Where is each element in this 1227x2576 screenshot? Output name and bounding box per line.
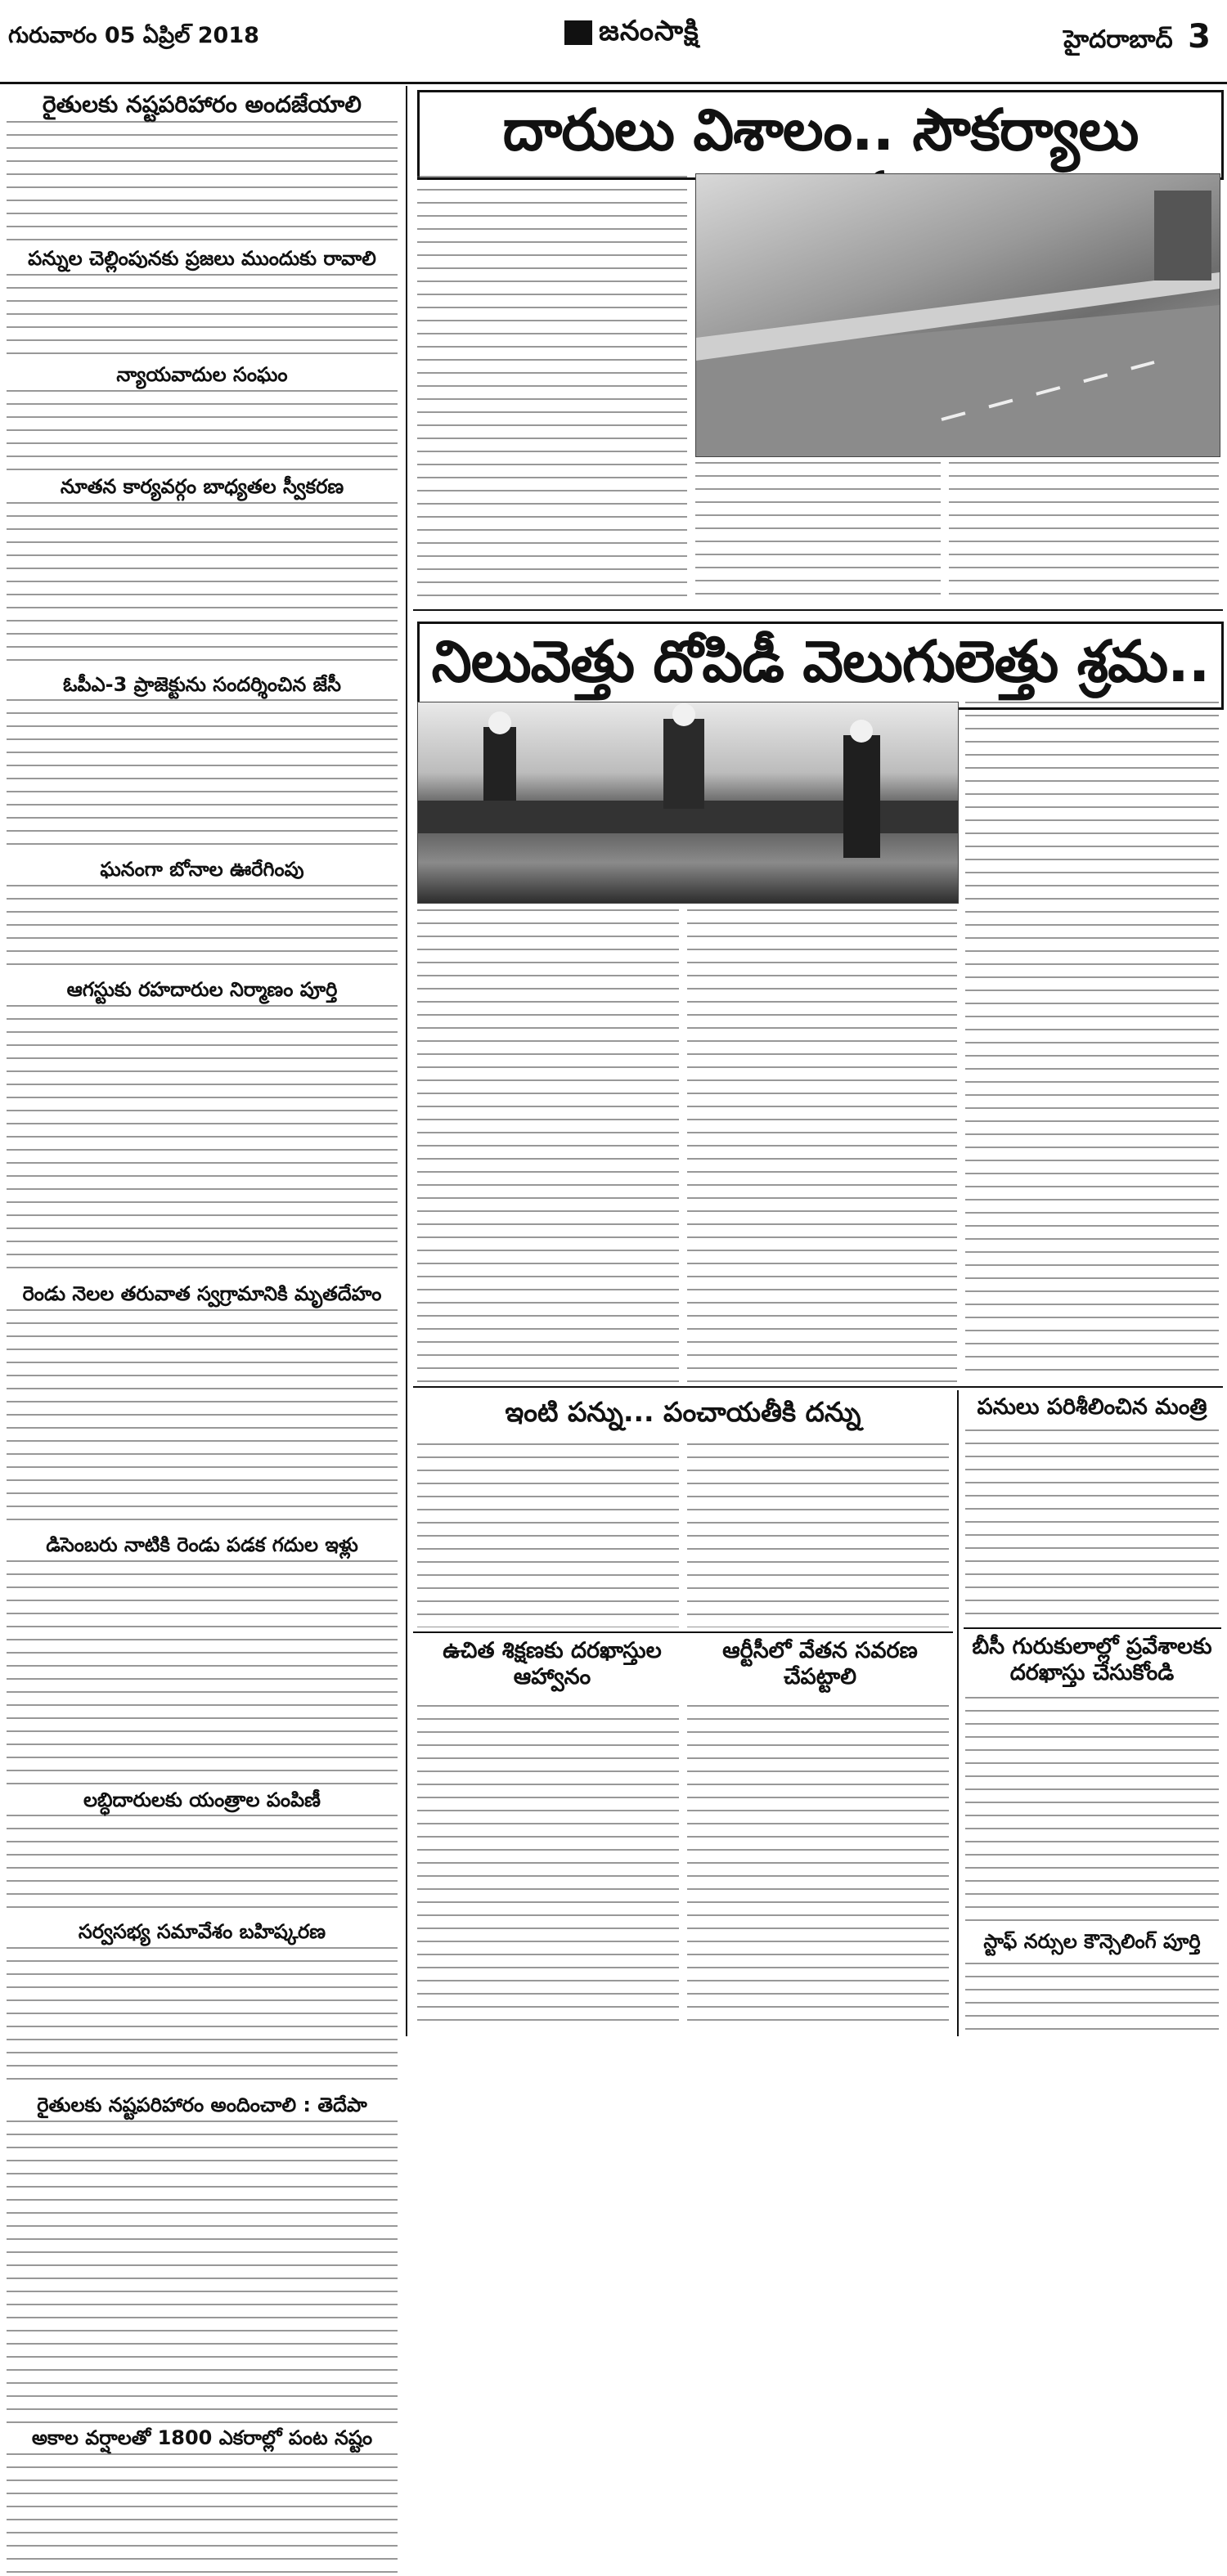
education-story-text (417, 1705, 679, 2032)
education-headline-line2: ఆహ్వానం (513, 1664, 591, 1690)
left-article-headline: ఓపీఎ-3 ప్రాజెక్టును సందర్శించిన జేసీ (62, 672, 342, 696)
rtc-headline-line1: ఆర్టీసీలో వేతన సవరణ (722, 1638, 918, 1663)
left-article-text (7, 502, 398, 670)
minister-headline: పనులు పరిశీలించిన మంత్రి (977, 1394, 1207, 1420)
page-number: 3 (1188, 18, 1211, 56)
tax-story-text-1 (417, 1443, 679, 1627)
left-news-column (7, 88, 398, 2449)
left-article-text (7, 2453, 398, 2576)
top-story-text-3 (949, 462, 1219, 601)
newspaper-logo (564, 15, 699, 54)
workers-photo (417, 702, 959, 904)
left-article-text (7, 1309, 398, 1530)
left-article-headline: నూతన కార్యవర్గం బాధ్యతల స్వీకరణ (60, 474, 344, 498)
issue-date: గురువారం 05 ఏప్రిల్ 2018 (8, 23, 259, 48)
left-article-headline: డిసెంబరు నాటికి రెండు పడక గదుల ఇళ్లు (46, 1533, 358, 1556)
section-rule (413, 609, 1223, 611)
middle-story-text-right (965, 702, 1219, 1372)
tax-story-headline: ఇంటి పన్ను... పంచాయతీకి దన్ను (505, 1396, 861, 1428)
logo-icon (564, 20, 592, 45)
top-story-headline: దారులు విశాలం.. సౌకర్యాలు (417, 90, 1224, 180)
column-divider (957, 1390, 959, 2036)
nurses-story-text (965, 1963, 1219, 2032)
rtc-story-text (687, 1705, 949, 2032)
left-article-text (7, 1005, 398, 1279)
top-story-text (417, 176, 687, 601)
nurses-headline: స్టాఫ్ నర్సుల కౌన్సెలింగ్ పూర్తి (983, 1930, 1201, 1953)
section-rule (964, 1627, 1221, 1629)
middle-story-headline: నిలువెత్తు దోపిడీ వెలుగులెత్తు శ్రమ.. (417, 622, 1224, 710)
education-headline (421, 1638, 683, 1691)
left-article-headline: ఘనంగా బోనాల ఊరేగింపు (100, 858, 304, 882)
rtc-headline-line2: చేపట్టాలి (783, 1664, 857, 1690)
top-story-text-2 (695, 462, 941, 601)
edition-city (1063, 18, 1211, 60)
left-article-text (7, 1560, 398, 1785)
left-article-text (7, 390, 398, 472)
newspaper-name: జనంసాక్షి (599, 15, 699, 47)
section-rule (413, 1631, 953, 1633)
left-article-text (7, 274, 398, 360)
section-rule (413, 1386, 1223, 1388)
left-article-headline: అకాల వర్షాలతో 1800 ఎకరాల్లో పంట నష్టం (31, 2426, 373, 2449)
bridge-photo (695, 173, 1220, 457)
left-article-headline: పన్నుల చెల్లింపునకు ప్రజలు ముందుకు రావాలి (28, 247, 376, 271)
tax-story-text-2 (687, 1443, 949, 1627)
left-article-text (7, 1815, 398, 1917)
left-article-text (7, 121, 398, 244)
left-article-headline: రెండు నెలల తరువాత స్వగ్రామానికి మృతదేహం (22, 1281, 382, 1305)
bc-headline-line2: దరఖాస్తు చేసుకోండి (1009, 1660, 1175, 1686)
left-article-text (7, 2120, 398, 2423)
left-article-headline: రైతులకు నష్టపరిహారం అందించాలి : తెదేపా (37, 2094, 367, 2117)
education-headline-line1: ఉచిత శిక్షణకు దరఖాస్తుల (443, 1638, 662, 1663)
bc-headline-line1: బీసీ గురుకులాల్లో ప్రవేశాలకు (972, 1634, 1212, 1659)
left-article-text (7, 1947, 398, 2090)
left-article-headline: లబ్ధిదారులకు యంత్రాల పంపిణీ (83, 1788, 321, 1811)
minister-story-text (965, 1429, 1219, 1622)
middle-story-text-2 (687, 909, 957, 1384)
middle-story-text-1 (417, 909, 679, 1384)
left-article-headline: సర్వసభ్య సమావేశం బహిష్కరణ (78, 1920, 326, 1944)
left-article-headline: ఆగస్టుకు రహదారుల నిర్మాణం పూర్తి (66, 978, 338, 1002)
left-article-text (7, 885, 398, 975)
left-article-text (7, 699, 398, 855)
bridge-road-illustration (696, 174, 1220, 456)
rtc-headline (691, 1638, 949, 1691)
left-article-headline: రైతులకు నష్టపరిహారం అందజేయాలి (43, 91, 362, 118)
bc-gurukul-text (965, 1697, 1219, 1922)
masthead (0, 0, 1227, 84)
construction-workers-illustration (418, 702, 958, 903)
city-name: హైదరాబాద్ (1063, 25, 1173, 54)
left-article-headline: న్యాయవాదుల సంఘం (116, 362, 288, 386)
bc-gurukul-headline (965, 1634, 1219, 1687)
column-divider (406, 86, 407, 2036)
